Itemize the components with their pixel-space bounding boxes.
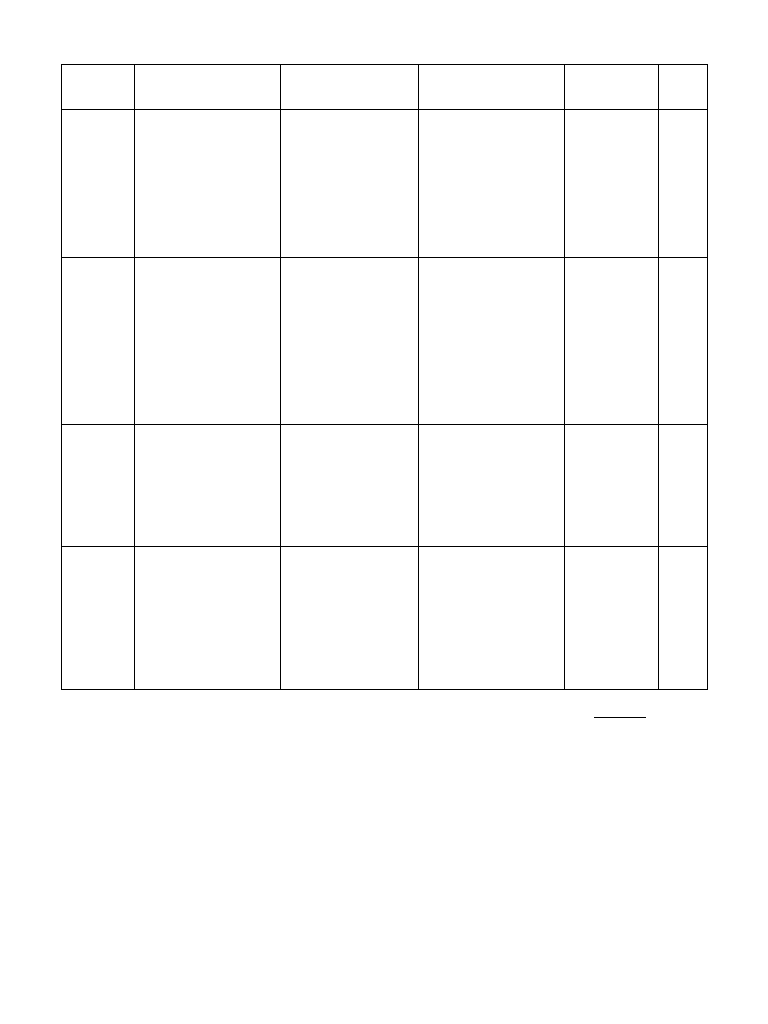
developing-cell [281,425,419,547]
total-score [590,706,646,721]
developing-cell [281,110,419,258]
total-score-blank[interactable] [594,706,646,718]
exemplary-cell [565,110,659,258]
score-cell[interactable] [659,425,708,547]
emerging-cell [135,547,281,690]
developing-cell [281,258,419,425]
header-emerging [135,65,281,110]
rubric-row-napkin [62,547,708,690]
emerging-cell [135,110,281,258]
exemplary-cell [565,425,659,547]
header-row [62,65,708,110]
score-cell[interactable] [659,110,708,258]
header-criteria [62,65,135,110]
exemplary-cell [565,258,659,425]
rubric-row-flatware [62,258,708,425]
header-developing [281,65,419,110]
criteria-cell [62,110,135,258]
criteria-cell [62,258,135,425]
score-cell[interactable] [659,547,708,690]
header-score [659,65,708,110]
criteria-cell [62,425,135,547]
rubric-row-tableware [62,110,708,258]
header-competent [419,65,565,110]
header-exemplary [565,65,659,110]
competent-cell [419,258,565,425]
developing-cell [281,547,419,690]
competent-cell [419,425,565,547]
competent-cell [419,110,565,258]
emerging-cell [135,258,281,425]
emerging-cell [135,425,281,547]
competent-cell [419,547,565,690]
score-cell[interactable] [659,258,708,425]
rubric-table [61,64,708,690]
exemplary-cell [565,547,659,690]
rubric-row-glassware [62,425,708,547]
criteria-cell [62,547,135,690]
